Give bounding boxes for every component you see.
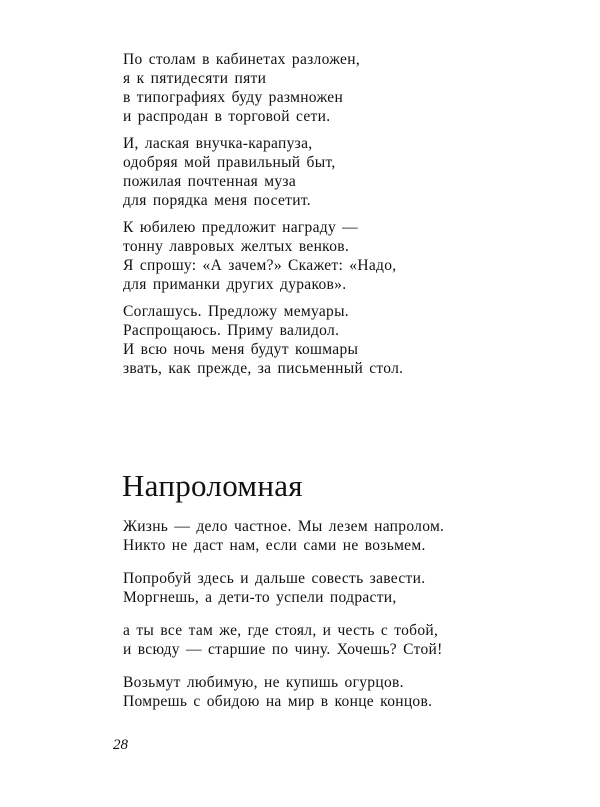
stanza	[123, 673, 444, 711]
stanza	[123, 50, 403, 126]
page-number: 28	[113, 737, 128, 753]
verse-line: Попробуй здесь и дальше совесть завести.	[123, 570, 426, 587]
stanza	[123, 517, 444, 555]
verse-line: пожилая почтенная муза	[123, 173, 297, 190]
verse-line: Я спрошу: «А зачем?» Скажет: «Надо,	[123, 257, 397, 274]
verse-line: Жизнь — дело частное. Мы лезем напролом.	[123, 518, 445, 535]
verse-line: По столам в кабинетах разложен,	[123, 51, 361, 68]
poem-title: Напроломная	[122, 468, 303, 503]
verse-line: для порядка меня посетит.	[123, 192, 311, 209]
verse-line: я к пятидесяти пяти	[123, 70, 267, 87]
stanza	[123, 302, 403, 378]
verse-line: а ты все там же, где стоял, и честь с тобой,	[123, 622, 439, 639]
verse-line: Помрешь с обидою на мир в конце концов.	[123, 693, 433, 710]
stanza	[123, 134, 403, 210]
stanza	[123, 218, 403, 294]
verse-line: звать, как прежде, за письменный стол.	[123, 360, 404, 377]
poem-1	[123, 50, 403, 386]
stanza	[123, 621, 444, 659]
verse-line: в типографиях буду размножен	[123, 89, 344, 106]
verse-line: К юбилею предложит награду —	[123, 219, 358, 236]
verse-line: для приманки других дураков».	[123, 276, 347, 293]
verse-line: и всюду — старшие по чину. Хочешь? Стой!	[123, 641, 443, 658]
verse-line: Возьмут любимую, не купишь огурцов.	[123, 674, 404, 691]
verse-line: одобряя мой правильный быт,	[123, 154, 336, 171]
verse-line: И, лаская внучка-карапуза,	[123, 135, 313, 152]
verse-line: Никто не даст нам, если сами не возьмем.	[123, 537, 426, 554]
verse-line: тонну лавровых желтых венков.	[123, 238, 350, 255]
verse-line: И всю ночь меня будут кошмары	[123, 341, 359, 358]
poem-2	[123, 517, 444, 725]
verse-line: Соглашусь. Предложу мемуары.	[123, 303, 349, 320]
verse-line: и распродан в торговой сети.	[123, 108, 331, 125]
verse-line: Моргнешь, а дети-то успели подрасти,	[123, 589, 397, 606]
verse-line: Распрощаюсь. Приму валидол.	[123, 322, 340, 339]
stanza	[123, 569, 444, 607]
